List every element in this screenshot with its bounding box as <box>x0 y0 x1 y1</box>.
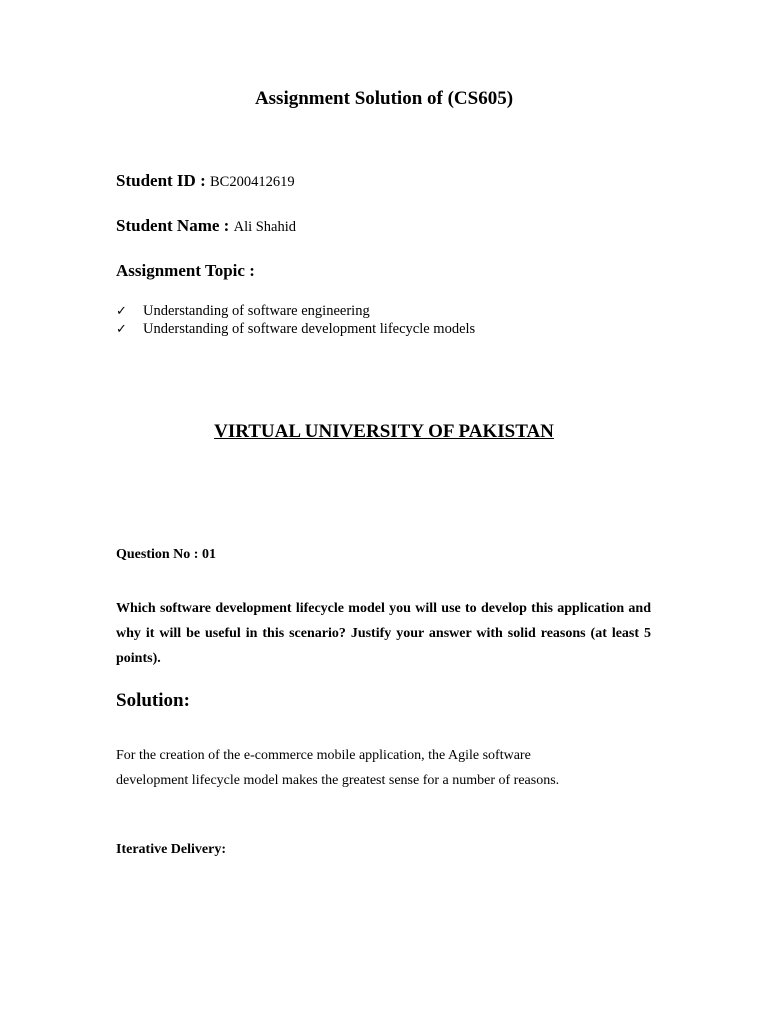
student-id-field <box>116 171 295 191</box>
assignment-topic-label: Assignment Topic : <box>116 261 255 280</box>
checkmark-icon: ✓ <box>116 320 127 336</box>
solution-line: development lifecycle model makes the greatest sense for a number of reasons. <box>116 773 560 788</box>
question-text: Which software development lifecycle model you will use to develop this application and why it will be useful in this scenario? Justify your answer with solid reasons (at least 5 points). <box>116 601 651 666</box>
university-heading: VIRTUAL UNIVERSITY OF PAKISTAN <box>214 421 554 442</box>
student-id-label: Student ID : <box>116 171 206 190</box>
list-item <box>116 320 475 338</box>
iterative-delivery-heading: Iterative Delivery: <box>116 842 226 857</box>
student-id-value: BC200412619 <box>210 174 295 190</box>
solution-line: For the creation of the e-commerce mobile application, the Agile software <box>116 748 531 763</box>
assignment-topic-field <box>116 261 255 281</box>
student-name-label: Student Name : <box>116 216 230 235</box>
checkmark-icon: ✓ <box>116 303 127 318</box>
document-title: Assignment Solution of (CS605) <box>254 88 514 109</box>
list-item <box>116 302 475 320</box>
solution-heading: Solution: <box>116 690 190 711</box>
question-number: Question No : 01 <box>116 547 216 562</box>
topic-text: Understanding of software engineering <box>143 303 370 319</box>
student-name-value: Ali Shahid <box>233 219 297 235</box>
topic-text: Understanding of software development lifecycle models <box>143 320 476 337</box>
student-name-field <box>116 216 296 236</box>
topic-list <box>116 302 475 337</box>
solution-paragraph <box>116 743 636 793</box>
